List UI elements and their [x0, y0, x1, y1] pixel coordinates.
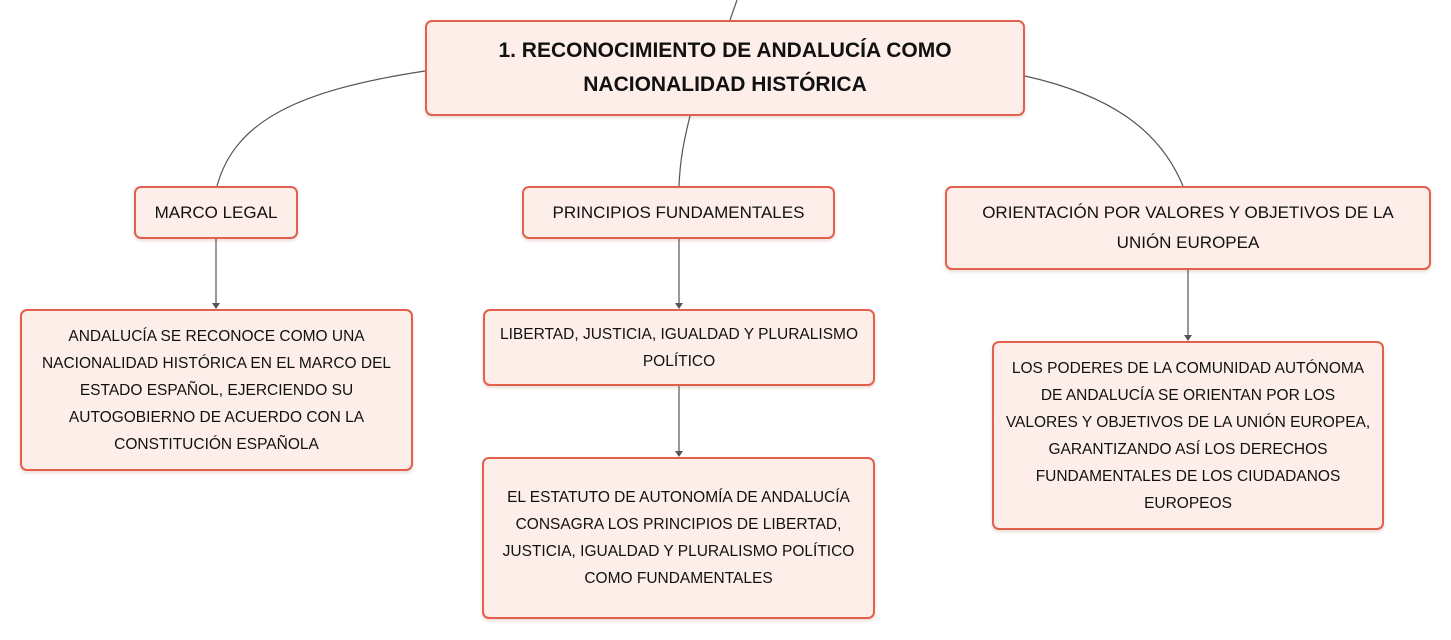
branch-node-principios-fundamentales[interactable]	[522, 186, 835, 239]
detail-node-orientacion-union-europea[interactable]	[992, 341, 1384, 530]
detail-text-orientacion-union-europea: LOS PODERES DE LA COMUNIDAD AUTÓNOMA DE ANDALUCÍA SE ORIENTAN POR LOS VALORES Y OBJETIVOS DE LA UNIÓN EUROPEA, GARANTIZANDO ASÍ LOS DERECHOS FUNDAMENTALES DE LOS CIUDADANOS EUROPEOS	[1005, 359, 1371, 512]
detail-node-principios-valores[interactable]	[483, 309, 875, 386]
detail-text-estatuto-autonomia: EL ESTATUTO DE AUTONOMÍA DE ANDALUCÍA CONSAGRA LOS PRINCIPIOS DE LIBERTAD, JUSTICIA, IGUALDAD Y PLURALISMO POLÍTICO COMO FUNDAMENTALES	[502, 489, 855, 587]
root-topic-node[interactable]	[425, 20, 1025, 116]
connector-root-to-principios	[679, 116, 690, 186]
detail-node-marco-legal[interactable]	[20, 309, 413, 471]
branch-label-principios-fundamentales: PRINCIPIOS FUNDAMENTALES	[552, 202, 805, 222]
branch-label-marco-legal: MARCO LEGAL	[154, 202, 278, 222]
detail-text-marco-legal: ANDALUCÍA SE RECONOCE COMO UNA NACIONALIDAD HISTÓRICA EN EL MARCO DEL ESTADO ESPAÑOL, EJERCIENDO SU AUTOGOBIERNO DE ACUERDO CON LA CONSTITUCIÓN ESPAÑOLA	[41, 327, 392, 453]
branch-node-marco-legal[interactable]	[134, 186, 298, 239]
branch-label-orientacion-union-europea: ORIENTACIÓN POR VALORES Y OBJETIVOS DE LA UNIÓN EUROPEA	[982, 203, 1394, 252]
connector-parent-to-root	[730, 0, 737, 20]
connector-root-to-marco-legal	[217, 71, 425, 186]
branch-node-orientacion-union-europea[interactable]	[945, 186, 1431, 270]
detail-node-estatuto-autonomia[interactable]	[482, 457, 875, 619]
connector-root-to-orientacion	[1025, 76, 1183, 186]
detail-text-principios-valores: LIBERTAD, JUSTICIA, IGUALDAD Y PLURALISMO POLÍTICO	[499, 325, 859, 370]
root-topic-title: 1. RECONOCIMIENTO DE ANDALUCÍA COMO NACIONALIDAD HISTÓRICA	[498, 39, 952, 96]
